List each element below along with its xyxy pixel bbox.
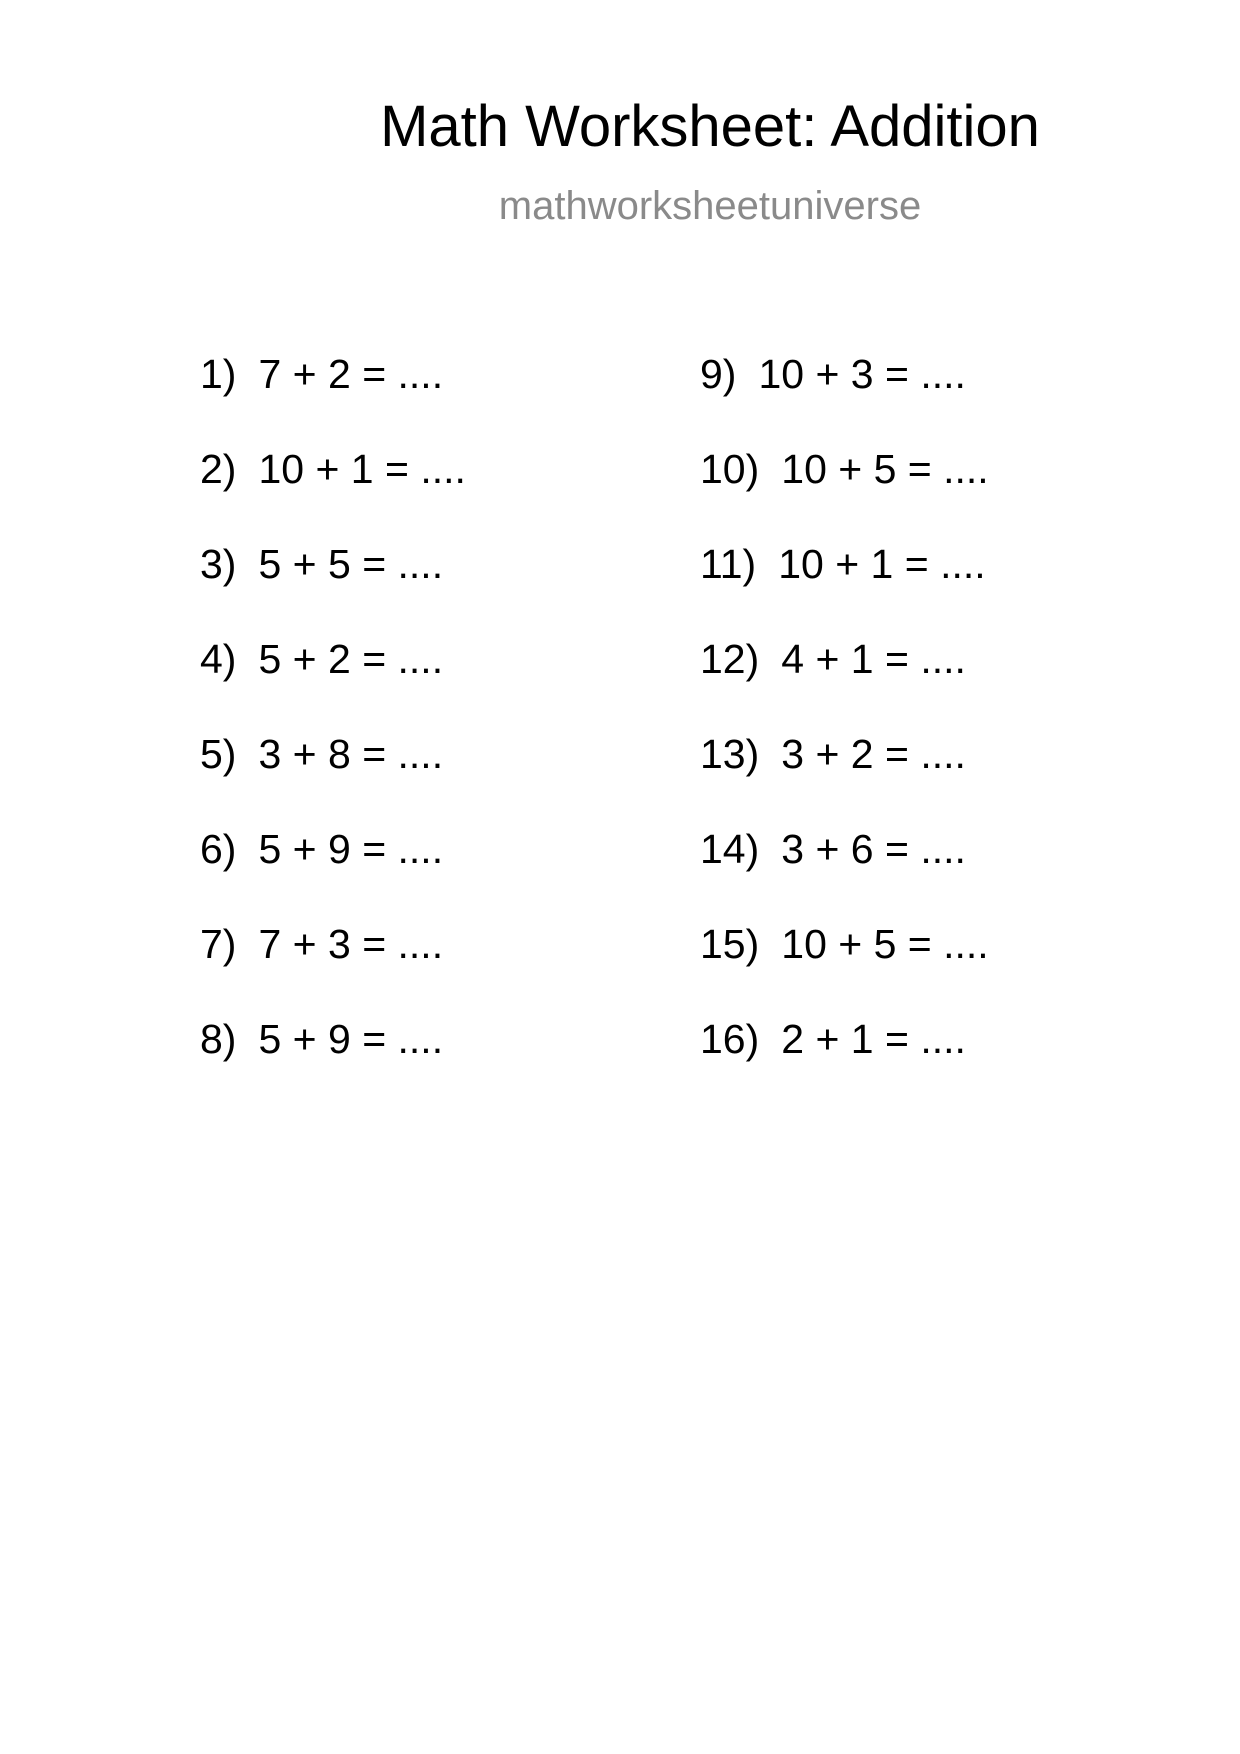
problem-number: 9) (700, 351, 737, 397)
worksheet-subtitle: mathworksheetuniverse (498, 184, 922, 228)
problem-13 (700, 731, 989, 829)
problem-14 (700, 826, 989, 924)
problem-expression: 5 + 5 = .... (258, 541, 444, 587)
problem-number: 11) (700, 541, 757, 587)
problem-expression: 4 + 1 = .... (781, 636, 966, 682)
problem-number: 5) (200, 731, 237, 777)
problem-number: 10) (700, 446, 760, 492)
problems-right-column (700, 351, 989, 1114)
problems-left-column (200, 351, 466, 1114)
problem-number: 3) (200, 541, 237, 587)
problem-1 (200, 351, 466, 449)
problem-11 (700, 541, 989, 639)
problem-15 (700, 921, 989, 1019)
problem-expression: 10 + 1 = .... (778, 541, 986, 587)
problem-expression: 2 + 1 = .... (781, 1016, 966, 1062)
problem-12 (700, 636, 989, 734)
problem-expression: 10 + 5 = .... (781, 921, 989, 967)
problem-number: 7) (200, 921, 237, 967)
problem-number: 12) (700, 636, 760, 682)
problem-number: 2) (200, 446, 237, 492)
problem-expression: 3 + 8 = .... (258, 731, 444, 777)
problem-number: 16) (700, 1016, 760, 1062)
problem-number: 8) (200, 1016, 237, 1062)
problem-5 (200, 731, 466, 829)
problem-expression: 10 + 3 = .... (758, 351, 966, 397)
problem-6 (200, 826, 466, 924)
problem-4 (200, 636, 466, 734)
problem-8 (200, 1016, 466, 1114)
problem-number: 13) (700, 731, 760, 777)
problem-expression: 10 + 1 = .... (258, 446, 466, 492)
problem-16 (700, 1016, 989, 1114)
problem-expression: 5 + 9 = .... (258, 1016, 444, 1062)
problem-expression: 3 + 2 = .... (781, 731, 966, 777)
problem-2 (200, 446, 466, 544)
problem-number: 14) (700, 826, 760, 872)
problem-expression: 5 + 2 = .... (258, 636, 444, 682)
problem-10 (700, 446, 989, 544)
problem-3 (200, 541, 466, 639)
problem-expression: 3 + 6 = .... (781, 826, 966, 872)
problem-number: 4) (200, 636, 237, 682)
problem-9 (700, 351, 989, 449)
problem-expression: 10 + 5 = .... (781, 446, 989, 492)
problem-number: 15) (700, 921, 760, 967)
problem-expression: 7 + 3 = .... (258, 921, 444, 967)
problem-expression: 7 + 2 = .... (258, 351, 444, 397)
worksheet-title: Math Worksheet: Addition (380, 94, 1040, 159)
problem-7 (200, 921, 466, 1019)
problem-number: 6) (200, 826, 237, 872)
problem-number: 1) (200, 351, 237, 397)
problem-expression: 5 + 9 = .... (258, 826, 444, 872)
